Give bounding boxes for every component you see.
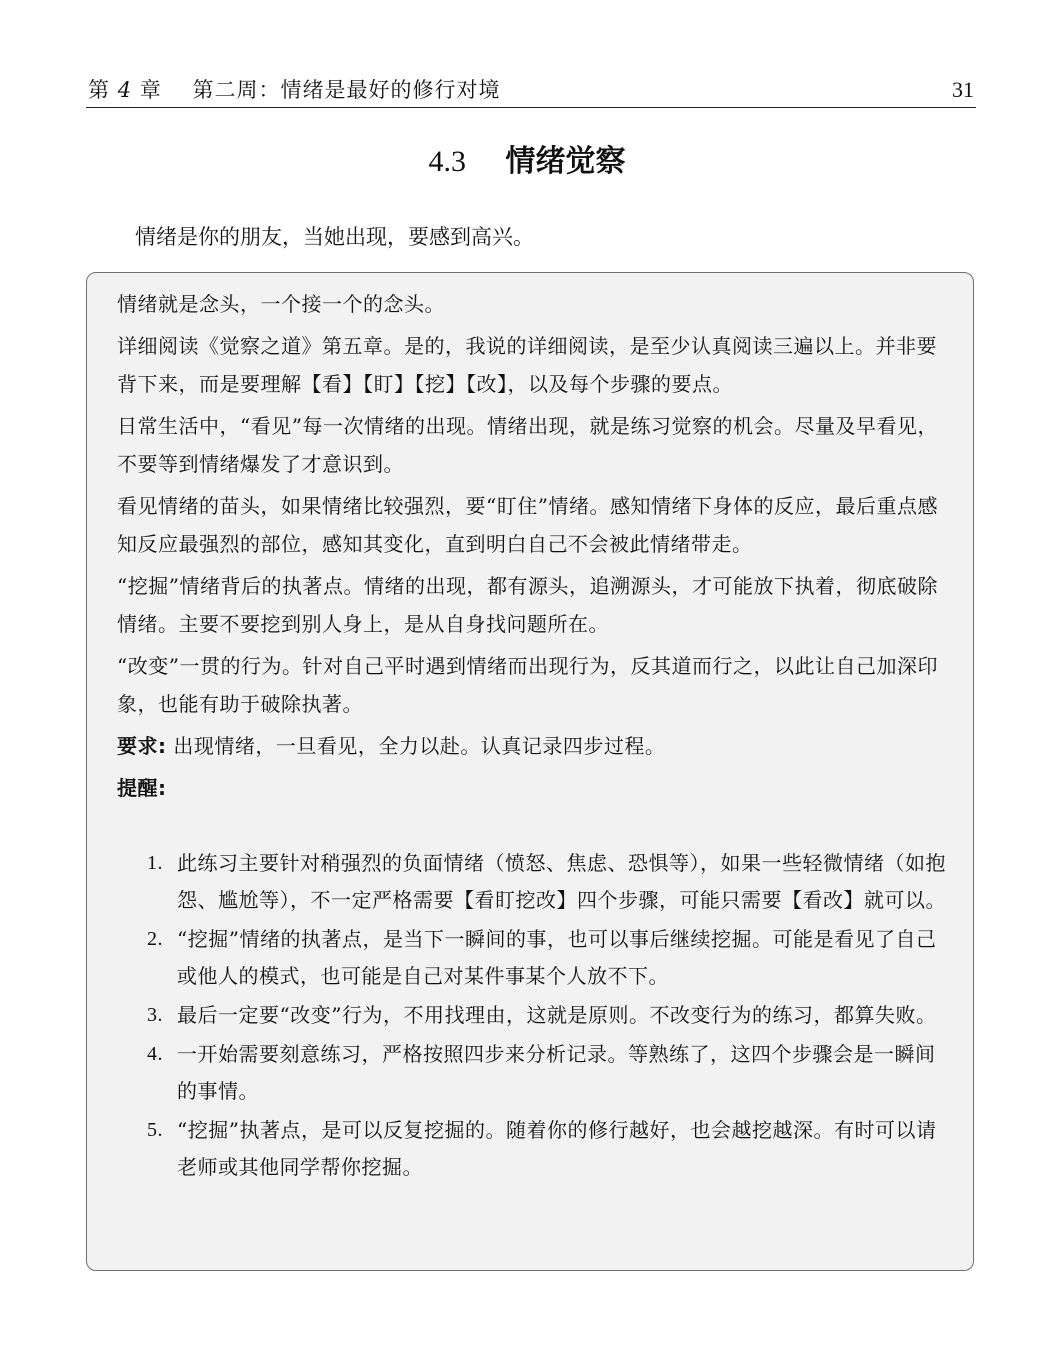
requirement: [117, 727, 949, 765]
list-item: [117, 1112, 949, 1186]
chapter-suffix: 章: [139, 78, 162, 102]
running-header: [86, 76, 976, 108]
paragraph: 日常生活中，“看见”每一次情绪的出现。情绪出现，就是练习觉察的机会。尽量及早看见，不要等到情绪爆发了才意识到。: [117, 414, 938, 476]
page-number: 31: [952, 77, 974, 102]
list-item-number: 5.: [147, 1119, 163, 1141]
section-title: 情绪觉察: [505, 144, 626, 179]
section-heading: [0, 142, 1054, 182]
paragraph: 情绪就是念头，一个接一个的念头。: [117, 292, 445, 316]
requirement-label: 要求:: [117, 734, 167, 758]
list-item-number: 1.: [147, 852, 163, 874]
chapter-title: 第二周：情绪是最好的修行对境: [192, 78, 501, 102]
chapter-number: 4: [117, 78, 133, 102]
list-item-text: 最后一定要“改变”行为，不用找理由，这就是原则。不改变行为的练习，都算失败。: [177, 1003, 937, 1027]
list-item: [117, 921, 949, 995]
reminder: [117, 769, 949, 807]
list-item-text: 一开始需要刻意练习，严格按照四步来分析记录。等熟练了，这四个步骤会是一瞬间的事情。: [177, 1042, 936, 1103]
section-number: 4.3: [428, 145, 466, 178]
exercise-content: [117, 285, 949, 1188]
list-item-number: 3.: [147, 1004, 163, 1026]
list-item-text: “挖掘”情绪的执著点，是当下一瞬间的事，也可以事后继续挖掘。可能是看见了自己或他人的模式，也可能是自己对某件事某个人放不下。: [177, 927, 937, 988]
list-item: [117, 845, 949, 919]
paragraph: “挖掘”情绪背后的执著点。情绪的出现，都有源头，追溯源头，才可能放下执着，彻底破除情绪。主要不要挖到别人身上，是从自身找问题所在。: [117, 574, 938, 636]
list-item-number: 4.: [147, 1043, 163, 1065]
list-item-number: 2.: [147, 928, 163, 950]
exercise-box: [86, 272, 974, 1271]
chapter-prefix: 第: [88, 78, 110, 102]
chapter-heading: [88, 76, 500, 104]
paragraph: 看见情绪的苗头，如果情绪比较强烈，要“盯住”情绪。感知情绪下身体的反应，最后重点感知反应最强烈的部位，感知其变化，直到明白自己不会被此情绪带走。: [117, 494, 938, 556]
requirement-text: 出现情绪，一旦看见，全力以赴。认真记录四步过程。: [173, 734, 666, 758]
list-item: [117, 1036, 949, 1110]
list-item-text: “挖掘”执著点，是可以反复挖掘的。随着你的修行越好，也会越挖越深。有时可以请老师或其他同学帮你挖掘。: [177, 1118, 937, 1179]
paragraph: “改变”一贯的行为。针对自己平时遇到情绪而出现行为，反其道而行之，以此让自己加深印象，也能有助于破除执著。: [117, 654, 938, 716]
lead-quote: 情绪是你的朋友，当她出现，要感到高兴。: [135, 225, 534, 249]
reminder-label: 提醒:: [117, 776, 167, 800]
list-item: [117, 997, 949, 1034]
list-item-text: 此练习主要针对稍强烈的负面情绪（愤怒、焦虑、恐惧等），如果一些轻微情绪（如抱怨、尴尬等），不一定严格需要【看盯挖改】四个步骤，可能只需要【看改】就可以。: [177, 851, 946, 912]
paragraph: 详细阅读《觉察之道》第五章。是的，我说的详细阅读，是至少认真阅读三遍以上。并非要背下来，而是要理解【看】【盯】【挖】【改】，以及每个步骤的要点。: [117, 334, 937, 396]
tips-list: [117, 845, 949, 1186]
